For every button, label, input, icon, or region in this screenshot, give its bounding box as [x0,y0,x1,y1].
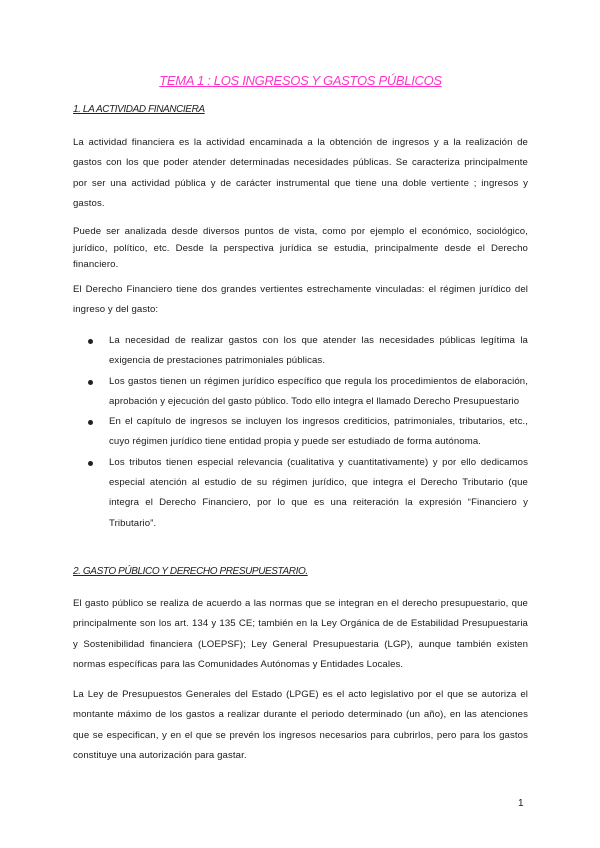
section-heading-2: 2. GASTO PÚBLICO Y DERECHO PRESUPUESTARIO. [73,566,308,577]
document-title: TEMA 1 : LOS INGRESOS Y GASTOS PÚBLICOS [159,73,442,88]
list-item [73,412,528,453]
bullet-icon [88,339,93,344]
section-heading-1: 1. LA ACTIVIDAD FINANCIERA [73,104,205,115]
list-item-text: La necesidad de realizar gastos con los que atender las necesidades públicas legítima la exigencia de prestaciones patrimoniales públicas. [109,335,528,367]
bullet-icon [88,380,93,385]
bullet-list [73,331,528,534]
list-item-text: En el capítulo de ingresos se incluyen los ingresos crediticios, patrimoniales, tributarios, etc., cuyo régimen jurídico tiene entidad propia y puede ser estudiado de forma autónoma. [109,416,528,448]
list-item-text: Los gastos tienen un régimen jurídico específico que regula los procedimientos de elaboración, aprobación y ejecución del gasto público. Todo ello integra el llamado Derecho Presupuestario [109,375,528,407]
paragraph: La actividad financiera es la actividad encaminada a la obtención de ingresos y a la realización de gastos con los que poder atender determinadas necesidades públicas. Se caracteriza principalmente por ser una actividad pública y de carácter instrumental que tiene una doble vertiente ; ingresos y gastos. [73,137,528,209]
list-item [73,372,528,413]
list-item [73,453,528,534]
list-item [73,331,528,372]
page-number: 1 [518,798,524,809]
bullet-icon [88,461,93,466]
paragraph: El Derecho Financiero tiene dos grandes vertientes estrechamente vinculadas: el régimen jurídico del ingreso y del gasto: [73,284,528,316]
paragraph: La Ley de Presupuestos Generales del Estado (LPGE) es el acto legislativo por el que se autoriza el montante máximo de los gastos a realizar durante el periodo determinado (un año), en las atenciones que se especifican, y en el que se prevén los ingresos necesarios para cubrirlos, pero para los gastos constituye una autorización para gastar. [73,689,528,761]
bullet-icon [88,420,93,425]
list-item-text: Los tributos tienen especial relevancia (cualitativa y cuantitativamente) y por ello dedicamos especial atención al estudio de su régimen jurídico, que integra el Derecho Tributario (que integra el Derecho Financiero, por lo que es una reiteración la expresión “Financiero y Tributario”. [109,456,528,529]
paragraph: El gasto público se realiza de acuerdo a las normas que se integran en el derecho presupuestario, que principalmente son los art. 134 y 135 CE; también en la Ley Orgánica de de Estabilidad Presupuestaria y Sostenibilidad financiera (LOEPSF); Ley General Presupuestaria (LGP), aunque también existen normas específicas para las Comunidades Autónomas y Entidades Locales. [73,598,528,670]
paragraph: Puede ser analizada desde diversos puntos de vista, como por ejemplo el económico, sociológico, jurídico, político, etc. Desde la perspectiva jurídica se estudia, principalmente desde el Derecho financiero. [73,226,528,270]
